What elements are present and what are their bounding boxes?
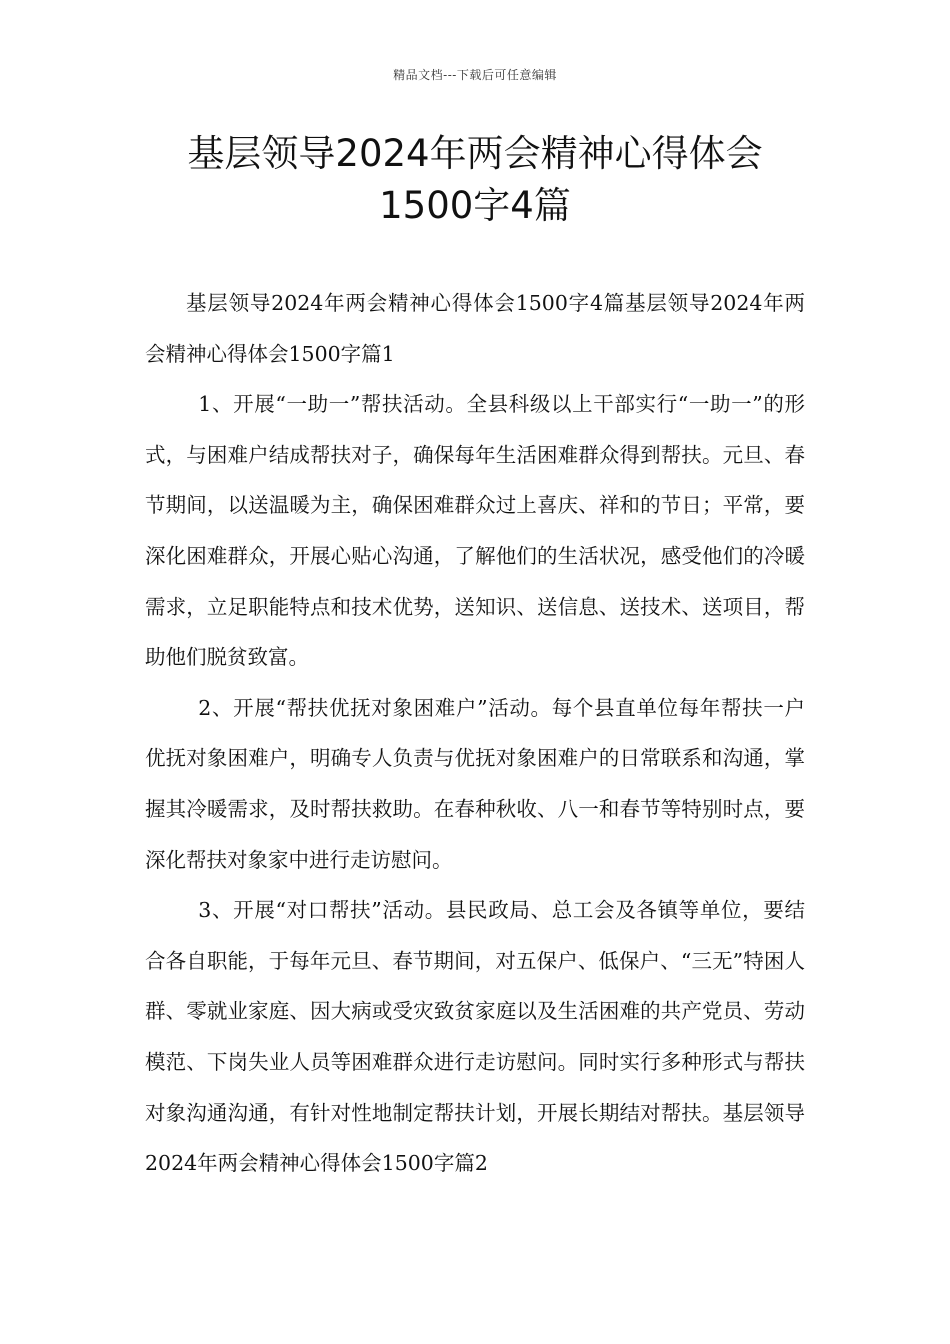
header-note: 精品文档---下载后可任意编辑 xyxy=(393,68,557,82)
title-line-1: 基层领导2024年两会精神心得体会 xyxy=(187,132,763,175)
paragraph-item-1: 1、开展“一助一”帮扶活动。全县科级以上干部实行“一助一”的形式，与困难户结成帮扶对子，确保每年生活困难群众得到帮扶。元旦、春节期间，以送温暖为主，确保困难群众过上喜庆、祥和的节日；平常，要深化困难群众，开展心贴心沟通，了解他们的生活状况，感受他们的冷暖需求，立足职能特点和技术优势，送知识、送信息、送技术、送项目，帮助他们脱贫致富。 xyxy=(145,392,805,670)
document-body xyxy=(145,278,805,1189)
title-line-2: 1500字4篇 xyxy=(379,184,571,227)
paragraph-item-3: 3、开展“对口帮扶”活动。县民政局、总工会及各镇等单位，要结合各自职能，于每年元旦、春节期间，对五保户、低保户、“三无”特困人群、零就业家庭、因大病或受灾致贫家庭以及生活困难的共产党员、劳动模范、下岗失业人员等困难群众进行走访慰问。同时实行多种形式与帮扶对象沟通沟通，有针对性地制定帮扶计划，开展长期结对帮扶。基层领导2024年两会精神心得体会1500字篇2 xyxy=(145,898,805,1176)
paragraph-intro: 基层领导2024年两会精神心得体会1500字4篇基层领导2024年两会精神心得体会1500字篇1 xyxy=(145,291,805,366)
document-title xyxy=(120,128,830,232)
paragraph-item-2: 2、开展“帮扶优抚对象困难户”活动。每个县直单位每年帮扶一户优抚对象困难户，明确专人负责与优抚对象困难户的日常联系和沟通，掌握其冷暖需求，及时帮扶救助。在春种秋收、八一和春节等特别时点，要深化帮扶对象家中进行走访慰问。 xyxy=(145,695,805,872)
